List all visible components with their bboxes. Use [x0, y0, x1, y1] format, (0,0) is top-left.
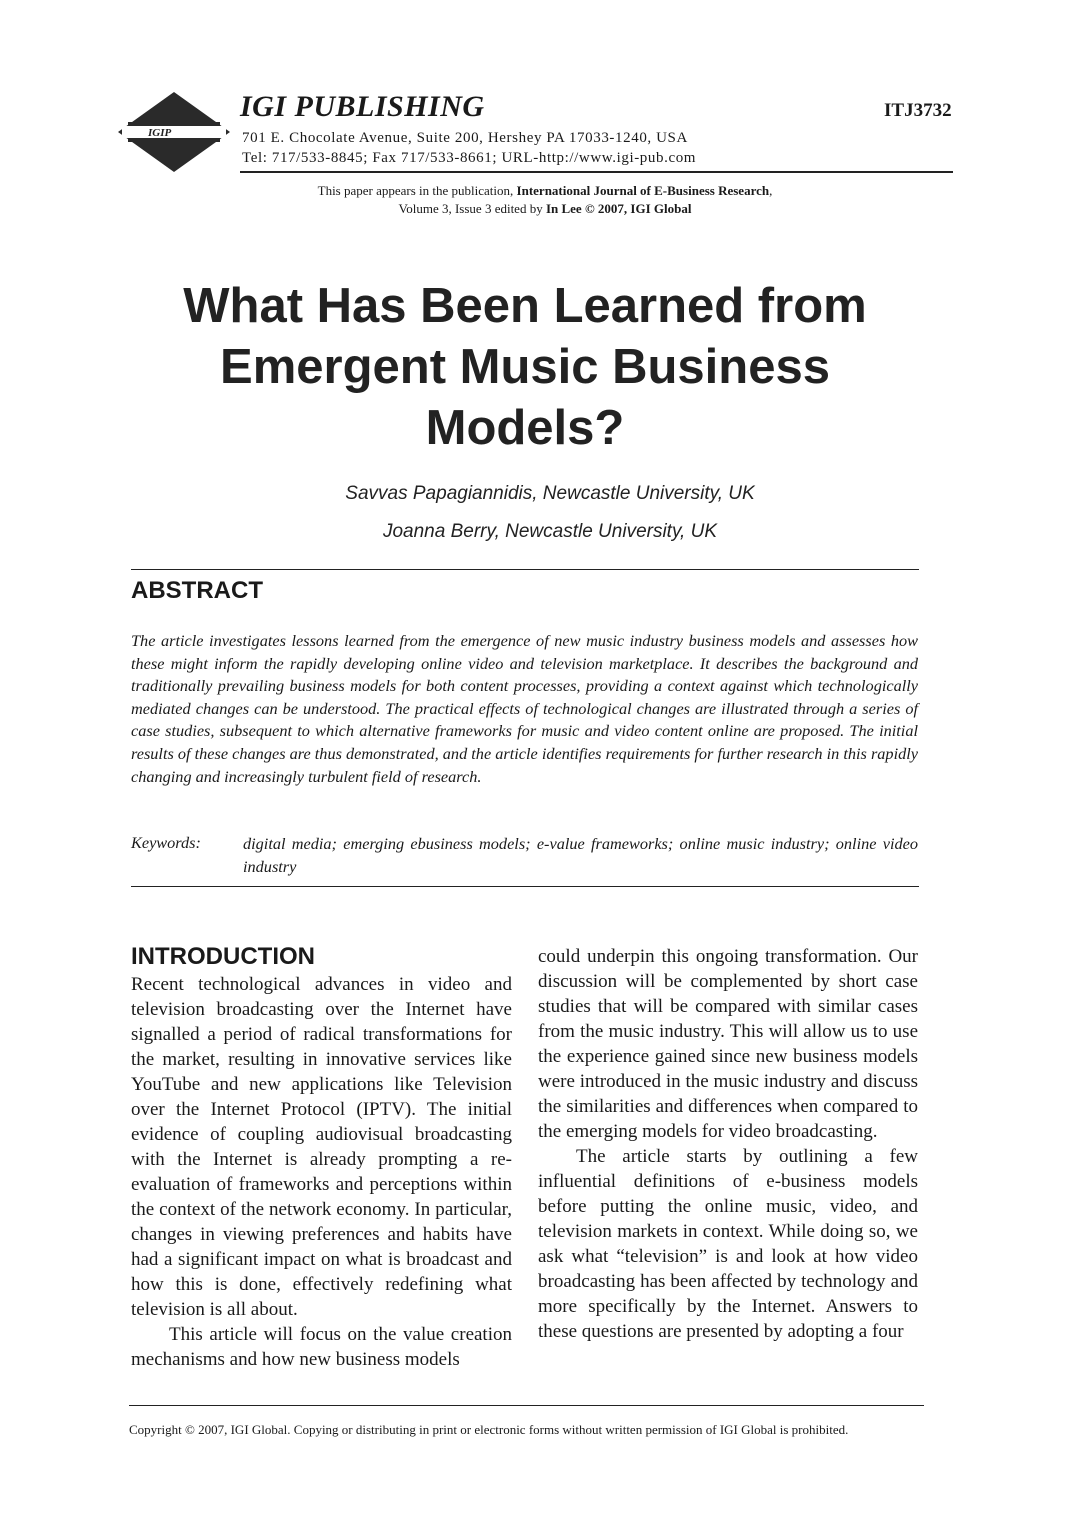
copyright-notice: Copyright © 2007, IGI Global. Copying or distributing in print or electronic forms without written permission of IGI Global is prohibited. — [129, 1422, 849, 1437]
author-affiliation: Joanna Berry, Newcastle University, UK — [382, 521, 718, 542]
igi-publishing-logo — [118, 92, 230, 172]
title-line: What Has Been Learned from — [183, 279, 867, 333]
keywords-text: digital media; emerging ebusiness models; e-value frameworks; online music industry; online video industry — [243, 834, 918, 876]
author-affiliation: Savvas Papagiannidis, Newcastle University, UK — [345, 483, 755, 504]
publisher-contact: Tel: 717/533-8845; Fax 717/533-8661; URL-http://www.igi-pub.com — [242, 150, 697, 166]
title-line: Emergent Music Business — [220, 340, 830, 394]
title-line: Models? — [425, 401, 625, 455]
body-paragraph: could underpin this ongoing transformation. Our discussion will be complemented by short case studies that will be compared with similar cases from the music industry. This will allow us to use the experience gained since new business models were introduced in the music industry and discuss the similarities and differences when compared to the emerging models for video broadcasting. — [538, 946, 918, 1142]
introduction-heading: INTRODUCTION — [131, 943, 315, 970]
abstract-text: The article investigates lessons learned from the emergence of new music industry business models and assesses how these might inform the rapidly developing online video and television marketplace. It describes the background and traditionally prevailing business models for both content processes, providing a context against which technologically mediated changes can be understood. The practical effects of technological changes are illustrated through a series of case studies, subsequent to which alternative frameworks for music and video content online are proposed. The initial results of these changes are thus demonstrated, and the article identifies requirements for further research in this rapidly changing and increasingly turbulent field of research. — [131, 631, 918, 786]
abstract-heading: ABSTRACT — [131, 577, 263, 604]
body-paragraph: This article will focus on the value creation mechanisms and how new business models — [131, 1324, 512, 1370]
document-id: ITJ3732 — [884, 100, 952, 121]
keywords-label: Keywords: — [131, 833, 201, 852]
publication-volume: Volume 3, Issue 3 edited by — [398, 201, 546, 216]
logo-text: IGIP — [148, 127, 172, 139]
body-paragraph: The article starts by outlining a few influential definitions of e-business models before putting the online music, video, and television markets in context. While doing so, we ask what “television” is and look at how video broadcasting has been affected by technology and more specifically by the Internet. Answers to these questions are presented by adopting a four — [538, 1146, 918, 1342]
body-column-left — [131, 972, 512, 1372]
editor-credit: In Lee © 2007, IGI Global — [545, 201, 692, 216]
abstract-bottom-rule — [131, 886, 919, 887]
paper-title — [110, 276, 940, 459]
publication-note: This paper appears in the publication, International Journal of E-Business Research, Volume 3, Issue 3 edited by In Lee © 2007, IGI Global — [317, 183, 773, 216]
body-paragraph: Recent technological advances in video and television broadcasting over the Internet have signalled a period of radical transformations for the market, resulting in innovative services like YouTube and new applications like Television over the Internet Protocol (IPTV). The initial evidence of coupling audiovisual broadcasting with the Internet is already prompting a re-evaluation of frameworks and perceptions within the context of the network economy. In particular, changes in viewing preferences and habits have had a significant impact on what is broadcast and how this is done, effectively redefining what television is all about. — [131, 974, 512, 1320]
publisher-name: IGI PUBLISHING — [240, 90, 485, 123]
publisher-address: 701 E. Chocolate Avenue, Suite 200, Hershey PA 17033-1240, USA — [242, 130, 688, 146]
footer-rule — [129, 1405, 924, 1406]
journal-name: International Journal of E-Business Research — [516, 183, 770, 198]
body-column-right — [538, 944, 918, 1344]
abstract-top-rule — [131, 569, 919, 570]
publication-prefix: This paper appears in the publication, — [317, 183, 517, 198]
header-rule — [240, 171, 953, 173]
